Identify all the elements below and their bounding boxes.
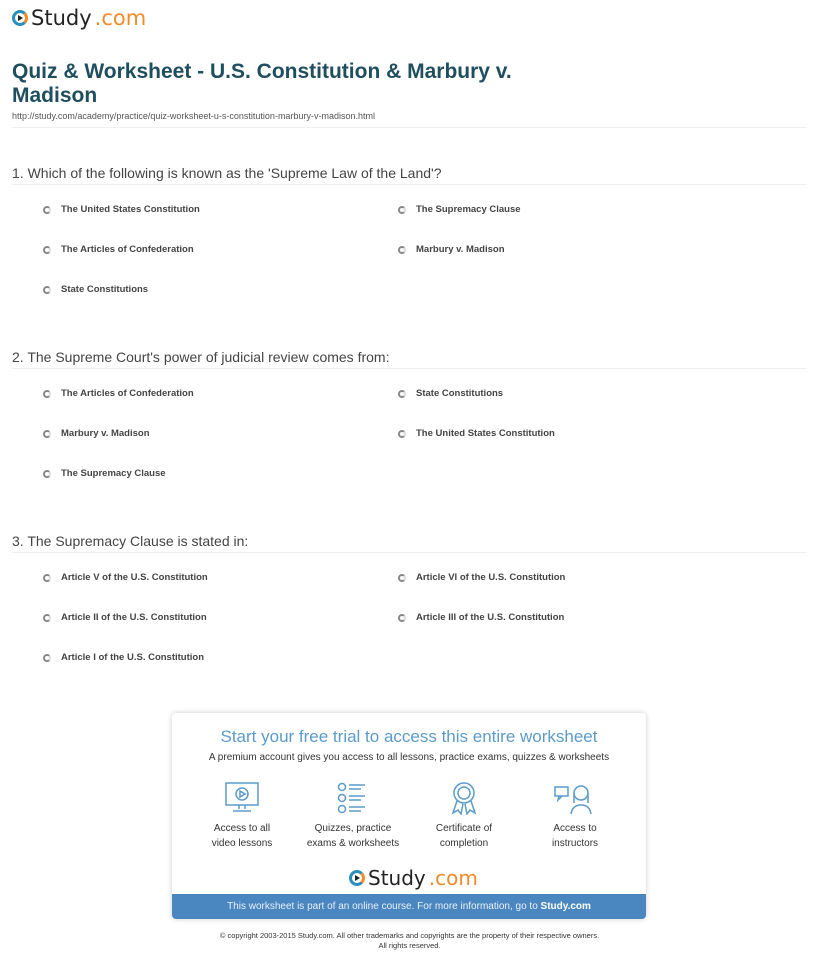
option-label: The United States Constitution [61, 204, 200, 215]
feature-label: Certificate of [435, 823, 493, 834]
info-bar [172, 894, 646, 919]
study-link[interactable]: Study.com [540, 901, 591, 912]
logo-tld: .com [428, 866, 478, 890]
feature-label: video lessons [211, 838, 273, 849]
radio-button[interactable] [43, 206, 51, 214]
answer-option[interactable] [398, 244, 505, 255]
answer-option[interactable] [43, 284, 148, 295]
option-label: The Articles of Confederation [61, 388, 194, 399]
instructor-chat-icon [553, 781, 597, 815]
option-label: Marbury v. Madison [416, 244, 505, 255]
feature-label: Access to [553, 823, 597, 834]
answer-option[interactable] [43, 428, 150, 439]
radio-button[interactable] [43, 246, 51, 254]
feature-video [192, 781, 292, 851]
free-trial-panel [172, 713, 646, 919]
radio-button[interactable] [43, 286, 51, 294]
radio-button[interactable] [398, 614, 406, 622]
radio-button[interactable] [43, 654, 51, 662]
logo-text: Study [31, 6, 92, 30]
cta-subheading: A premium account gives you access to all lessons, practice exams, quizzes & worksheets [208, 752, 610, 763]
answer-option[interactable] [398, 388, 503, 399]
option-label: Article V of the U.S. Constitution [61, 572, 208, 583]
play-icon [349, 870, 365, 886]
answer-option[interactable] [398, 572, 565, 583]
option-label: State Constitutions [61, 284, 149, 295]
answer-option[interactable] [43, 652, 204, 663]
study-logo[interactable] [349, 866, 478, 890]
feature-label: Access to all [213, 823, 271, 834]
cta-heading: Start your free trial to access this entire worksheet [220, 727, 598, 746]
answer-option[interactable] [398, 204, 521, 215]
feature-label: exams & worksheets [306, 838, 400, 849]
answer-option[interactable] [43, 612, 207, 623]
divider [12, 368, 807, 369]
option-label: The United States Constitution [416, 428, 555, 439]
option-label: Article II of the U.S. Constitution [61, 612, 207, 623]
page-url: http://study.com/academy/practice/quiz-worksheet-u-s-constitution-marbury-v-madison.html [12, 111, 375, 121]
radio-button[interactable] [398, 430, 406, 438]
feature-label: instructors [551, 838, 599, 849]
question-text: 1. Which of the following is known as the 'Supreme Law of the Land'? [12, 165, 442, 181]
radio-button[interactable] [43, 470, 51, 478]
certificate-ribbon-icon [446, 781, 482, 815]
question-text: 2. The Supreme Court's power of judicial review comes from: [12, 349, 390, 365]
footer [0, 931, 819, 951]
option-label: Article III of the U.S. Constitution [416, 612, 565, 623]
radio-button[interactable] [398, 390, 406, 398]
feature-label: completion [439, 838, 489, 849]
option-label: The Articles of Confederation [61, 244, 194, 255]
option-label: State Constitutions [416, 388, 504, 399]
answer-option[interactable] [398, 612, 564, 623]
option-label: Marbury v. Madison [61, 428, 150, 439]
logo-tld: .com [94, 6, 147, 30]
feature-label: Quizzes, practice [314, 823, 392, 834]
feature-instructors [525, 781, 625, 851]
answer-option[interactable] [43, 204, 200, 215]
divider [12, 127, 807, 128]
answer-option[interactable] [43, 572, 208, 583]
radio-button[interactable] [43, 614, 51, 622]
feature-certificate [414, 781, 514, 851]
checklist-icon [335, 781, 371, 815]
divider [12, 552, 807, 553]
play-icon [12, 10, 28, 26]
question-text: 3. The Supremacy Clause is stated in: [12, 533, 249, 549]
option-label: Article I of the U.S. Constitution [61, 652, 205, 663]
radio-button[interactable] [398, 206, 406, 214]
option-label: Article VI of the U.S. Constitution [416, 572, 566, 583]
divider [12, 184, 807, 185]
page-title: Quiz & Worksheet - U.S. Constitution & Marbury v. Madison [12, 60, 512, 107]
feature-quizzes [303, 781, 403, 851]
answer-option[interactable] [43, 388, 194, 399]
answer-option[interactable] [398, 428, 555, 439]
radio-button[interactable] [43, 430, 51, 438]
radio-button[interactable] [43, 574, 51, 582]
option-label: The Supremacy Clause [416, 204, 521, 215]
answer-option[interactable] [43, 468, 166, 479]
video-monitor-icon [224, 781, 260, 815]
radio-button[interactable] [398, 574, 406, 582]
radio-button[interactable] [43, 390, 51, 398]
radio-button[interactable] [398, 246, 406, 254]
rights-reserved: All rights reserved. [378, 941, 441, 950]
study-logo[interactable] [12, 6, 146, 30]
info-bar-text: This worksheet is part of an online course. For more information, go to [227, 901, 541, 912]
copyright: © copyright 2003-2015 Study.com. All other trademarks and copyrights are the property of their respective owners. [219, 931, 600, 940]
option-label: The Supremacy Clause [61, 468, 166, 479]
logo-text: Study [368, 866, 426, 890]
answer-option[interactable] [43, 244, 194, 255]
